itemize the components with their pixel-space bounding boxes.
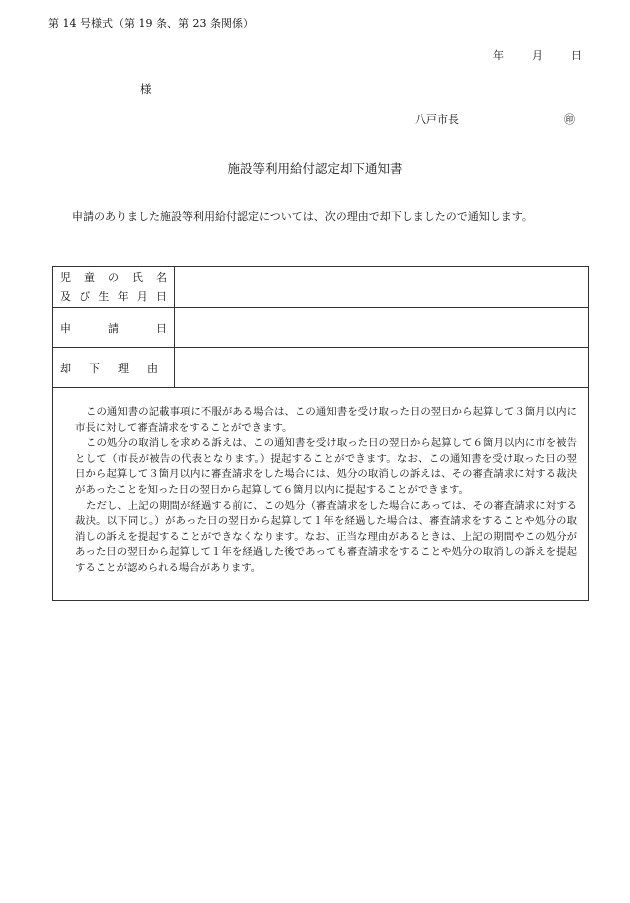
reason-value-cell[interactable] — [175, 348, 588, 387]
date-day-label: 日 — [571, 49, 582, 62]
notice-paragraph-3: ただし、上記の期間が経過する前に、この処分（審査請求をした場合にあっては、その審査請求に対する裁決。以下同じ。）があった日の翌日から起算して１年を経過した場合は、審査請求をすることや処分の取消しの訴えを提起することができなくなります。なお、正当な理由があるときは、上記の期間やこの処分があった日の翌日から起算して１年を経過した後であっても審査請求をすることや処分の取消しの訴えを提起することが認められる場合があります。 — [75, 499, 577, 574]
label-char: 生 — [98, 290, 110, 303]
child-value-cell[interactable] — [175, 267, 588, 307]
label-char: 年 — [117, 290, 129, 303]
label-char: 童 — [84, 271, 95, 284]
date-year-label: 年 — [493, 49, 504, 62]
label-char: 却 — [60, 362, 71, 375]
row-rejection-reason — [53, 348, 588, 388]
child-label-line1 — [60, 269, 167, 285]
row-application-date — [53, 308, 588, 348]
label-char: 下 — [89, 362, 100, 375]
notice-paragraph-2: この処分の取消しを求める訴えは、この通知書を受け取った日の翌日から起算して６箇月以内に市を被告として（市長が被告の代表となります。）提起することができます。なお、この通知書を受け取った日の翌日から起算して３箇月以内に審査請求をした場合には、処分の取消しの訴えは、その審査請求に対する裁決があったことを知った日の翌日から起算して６箇月以内に提起することができます。 — [75, 437, 577, 496]
issuer-name: 八戸市長 — [415, 113, 459, 126]
reason-label-cell — [53, 348, 175, 387]
label-char: 及 — [60, 290, 71, 303]
label-char: の — [108, 271, 119, 284]
date-month-label: 月 — [532, 49, 543, 62]
label-char: 日 — [156, 322, 167, 335]
row-child-name-birthdate — [53, 267, 588, 308]
label-char: 由 — [147, 362, 158, 375]
label-char: 氏 — [132, 271, 143, 284]
child-label-line2 — [60, 288, 167, 304]
label-char: び — [79, 290, 91, 303]
document-title: 施設等利用給付認定却下通知書 — [227, 161, 403, 176]
child-label-cell — [53, 267, 175, 307]
issuer — [415, 111, 575, 127]
intro-text: 申請のありました施設等利用給付認定については、次の理由で却下しましたので通知します。 — [72, 210, 533, 223]
info-table — [52, 266, 589, 601]
label-char: 児 — [60, 271, 71, 284]
label-char: 申 — [60, 322, 71, 335]
addressee-honorific: 様 — [140, 82, 152, 96]
label-char: 日 — [155, 290, 167, 303]
notice-paragraph-1: この通知書の記載事項に不服がある場合は、この通知書を受け取った日の翌日から起算して３箇月以内に市長に対して審査請求をすることができます。 — [75, 406, 577, 434]
label-char: 理 — [118, 362, 129, 375]
seal-mark: ㊞ — [564, 113, 575, 126]
label-char: 請 — [108, 322, 119, 335]
apply-value-cell[interactable] — [175, 308, 588, 347]
reason-label — [60, 360, 158, 376]
form-number: 第 14 号様式（第 19 条、第 23 条関係） — [48, 17, 254, 30]
label-char: 月 — [136, 290, 148, 303]
apply-label — [60, 320, 167, 336]
date-line — [493, 47, 582, 63]
apply-label-cell — [53, 308, 175, 347]
label-char: 名 — [156, 271, 167, 284]
appeal-notice — [53, 388, 588, 600]
